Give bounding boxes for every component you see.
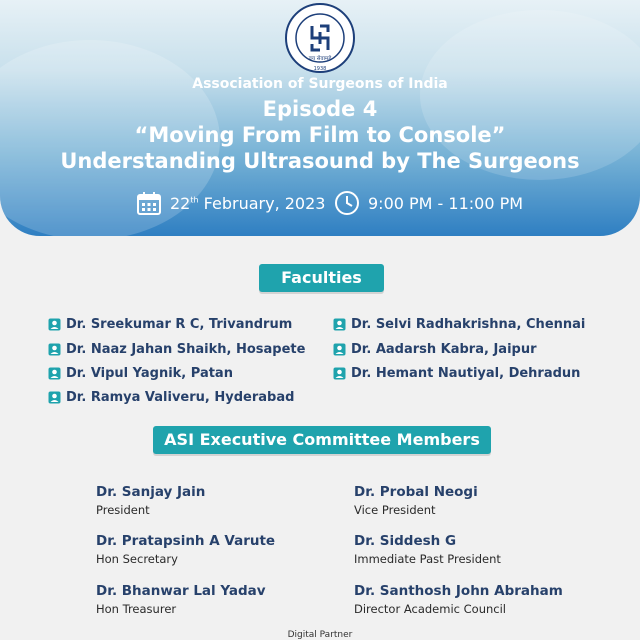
digital-partner-label: Digital Partner xyxy=(287,630,353,640)
faculty-item: Dr. Vipul Yagnik, Patan xyxy=(48,366,233,381)
asi-logo xyxy=(284,2,356,74)
member-name: Dr. Santhosh John Abraham xyxy=(354,583,563,599)
svg-text:वय सेवामहे: वय सेवामहे xyxy=(308,56,332,62)
faculty-item: Dr. Aadarsh Kabra, Jaipur xyxy=(333,342,537,357)
committee-heading: ASI Executive Committee Members xyxy=(153,426,491,454)
episode-number: Episode 4 xyxy=(262,97,378,121)
faculty-item: Dr. Naaz Jahan Shaikh, Hosapete xyxy=(48,342,305,357)
member-name: Dr. Siddesh G xyxy=(354,533,457,549)
committee-member xyxy=(354,583,563,616)
member-role: Immediate Past President xyxy=(354,552,501,566)
member-role: Director Academic Council xyxy=(354,602,506,616)
faculties-heading: Faculties xyxy=(259,264,384,292)
date-month-year: February, 2023 xyxy=(198,193,326,213)
committee-member xyxy=(354,484,478,517)
committee-member xyxy=(354,533,501,566)
member-role: Vice President xyxy=(354,503,436,517)
calendar-icon xyxy=(136,190,162,216)
header-banner xyxy=(0,0,640,236)
date-suffix: th xyxy=(190,195,199,205)
member-role: President xyxy=(96,503,150,517)
member-name: Dr. Probal Neogi xyxy=(354,484,478,500)
committee-member xyxy=(96,533,275,566)
organization-name: Association of Surgeons of India xyxy=(192,76,448,92)
member-name: Dr. Sanjay Jain xyxy=(96,484,206,500)
member-name: Dr. Bhanwar Lal Yadav xyxy=(96,583,266,599)
svg-text:1938: 1938 xyxy=(313,66,327,72)
faculty-item: Dr. Selvi Radhakrishna, Chennai xyxy=(333,317,585,332)
surgeon-icon xyxy=(48,343,61,356)
committee-member xyxy=(96,583,266,616)
surgeon-icon xyxy=(48,318,61,331)
member-role: Hon Secretary xyxy=(96,552,178,566)
time-range: 9:00 PM - 11:00 PM xyxy=(368,193,524,213)
member-role: Hon Treasurer xyxy=(96,602,177,616)
member-name: Dr. Pratapsinh A Varute xyxy=(96,533,276,549)
faculty-item: Dr. Ramya Valiveru, Hyderabad xyxy=(48,390,294,405)
surgeon-icon xyxy=(48,391,61,404)
date-day: 22 xyxy=(170,193,191,213)
surgeon-icon xyxy=(333,367,346,380)
episode-subtitle-2: Understanding Ultrasound by The Surgeons xyxy=(60,149,580,173)
episode-title xyxy=(0,96,640,174)
event-date xyxy=(136,190,325,216)
surgeon-icon xyxy=(48,367,61,380)
committee-member xyxy=(96,484,205,517)
event-time xyxy=(334,190,523,216)
faculty-item: Dr. Hemant Nautiyal, Dehradun xyxy=(333,366,580,381)
surgeon-icon xyxy=(333,318,346,331)
clock-icon xyxy=(334,190,360,216)
faculty-item: Dr. Sreekumar R C, Trivandrum xyxy=(48,317,292,332)
episode-subtitle-1: “Moving From Film to Console” xyxy=(134,123,506,147)
surgeon-icon xyxy=(333,343,346,356)
event-datetime xyxy=(0,190,640,222)
